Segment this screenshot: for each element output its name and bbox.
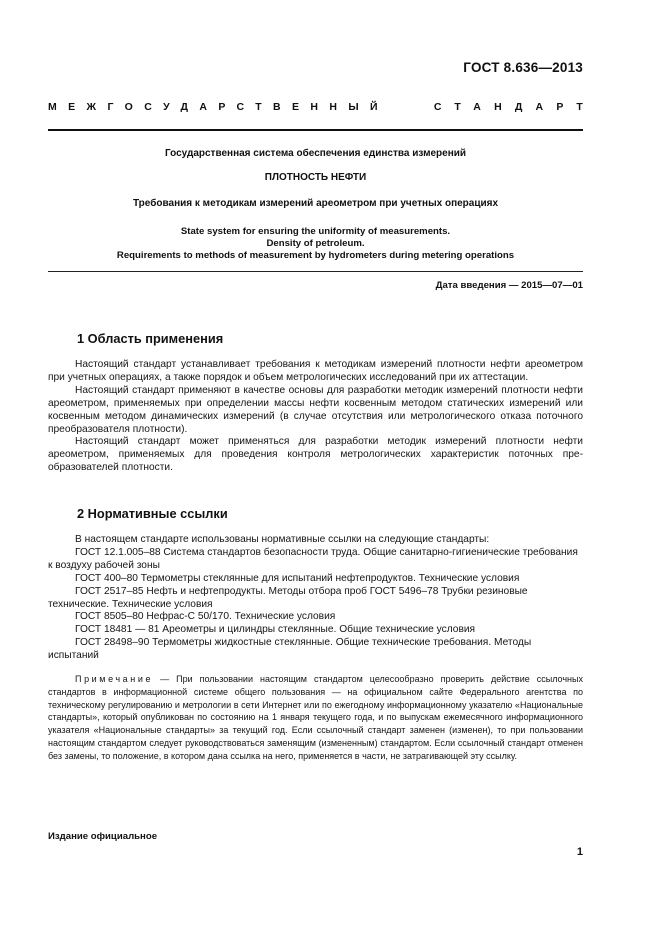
paragraph: Настоящий стандарт применяют в качестве основы для разработки методик измерений плотности нефти ареометром, применяемых при определении массы нефти косвенным методом статических измерений или косвенным методом динамических измерений (в случае отсутствия или метрологического отказа поточного преобразователя плотности). xyxy=(48,384,583,435)
note-block xyxy=(48,673,583,763)
paragraph: Настоящий стандарт устанавливает требования к методикам измерений плотности нефти ареометром при учетных операциях, а также порядок и объем метрологических исследований при их аттестации. xyxy=(48,359,583,383)
reference-item: ГОСТ 12.1.005–88 Система стандартов безопасности труда. Общие санитарно-гигиенические требования к воздуху рабочей зоны xyxy=(48,546,578,571)
banner-word-interstate: МЕЖГОСУДАРСТВЕННЫЙ xyxy=(48,101,389,113)
reference-item: ГОСТ 2517–85 Нефть и нефтепродукты. Методы отбора проб ГОСТ 5496–78 Трубки резиновые технические. Технические условия xyxy=(48,585,528,610)
section-heading-scope: 1 Область применения xyxy=(77,331,224,346)
reference-item: ГОСТ 8505–80 Нефрас-С 50/170. Технические условия xyxy=(75,611,336,623)
header-divider xyxy=(48,129,583,131)
standard-name: ПЛОТНОСТЬ НЕФТИ xyxy=(264,172,367,183)
introduction-date: Дата введения — 2015—07—01 xyxy=(435,280,583,291)
reference-item: ГОСТ 400–80 Термометры стеклянные для испытаний нефтепродуктов. Технические условия xyxy=(75,572,520,584)
note-text: — При пользовании настоящим стандартом целесообразно проверить действие ссылочных стандартов в информационной системе общего пользования — на официальном сайте Федерального агентства по техническому регулированию и метрологии в сети Интернет или по ежегодному информационному указателю «Национальные стандарты», который опубликован по состоянию на 1 января текущего года, и по выпускам ежемесячного информационного указателя «Национальные стандарты» за текущий год. Если ссылочный стандарт заменен (изменен), то при пользовании настоящим стандартом следует руководствоваться заменящим (измененным) стандартом. Если ссылочный стандарт отменен без замены, то положение, в котором дана ссылка на него, применяется в части, не затрагивающей эту ссылку. xyxy=(48,674,583,761)
title-divider xyxy=(48,271,583,272)
reference-item: ГОСТ 18481 — 81 Ареометры и цилиндры стеклянные. Общие технические условия xyxy=(75,624,476,636)
section-body-references xyxy=(48,534,583,663)
reference-item: ГОСТ 28498–90 Термометры жидкостные стеклянные. Общие технические требования. Методы испытаний xyxy=(48,637,532,662)
banner-word-standard: СТАНДАРТ xyxy=(433,101,596,113)
system-title: Государственная система обеспечения единства измерений xyxy=(164,148,467,159)
note-label: Примечание xyxy=(75,674,154,684)
page-number: 1 xyxy=(576,846,583,858)
paragraph: В настоящем стандарте использованы нормативные ссылки на следующие стандарты: xyxy=(75,534,490,545)
english-title-line: State system for ensuring the uniformity of measurements. xyxy=(180,226,451,237)
note-paragraph xyxy=(48,673,583,763)
standard-banner xyxy=(48,101,596,113)
edition-label: Издание официальное xyxy=(48,831,158,842)
section-body-scope xyxy=(48,359,583,475)
standard-subtitle: Требования к методикам измерений ареометром при учетных операциях xyxy=(132,198,499,209)
english-title xyxy=(48,226,583,263)
paragraph: Настоящий стандарт может применяться для разработки методик измерений плотности нефти ареометром, применяемых для проведения контроля метрологических характеристик поточных преобразователей плотности. xyxy=(48,436,583,474)
section-heading-references: 2 Нормативные ссылки xyxy=(77,506,228,521)
english-title-line: Density of petroleum. xyxy=(266,238,365,250)
english-title-line: Requirements to methods of measurement by hydrometers during metering operations xyxy=(116,250,515,262)
document-code: ГОСТ 8.636—2013 xyxy=(463,60,583,75)
